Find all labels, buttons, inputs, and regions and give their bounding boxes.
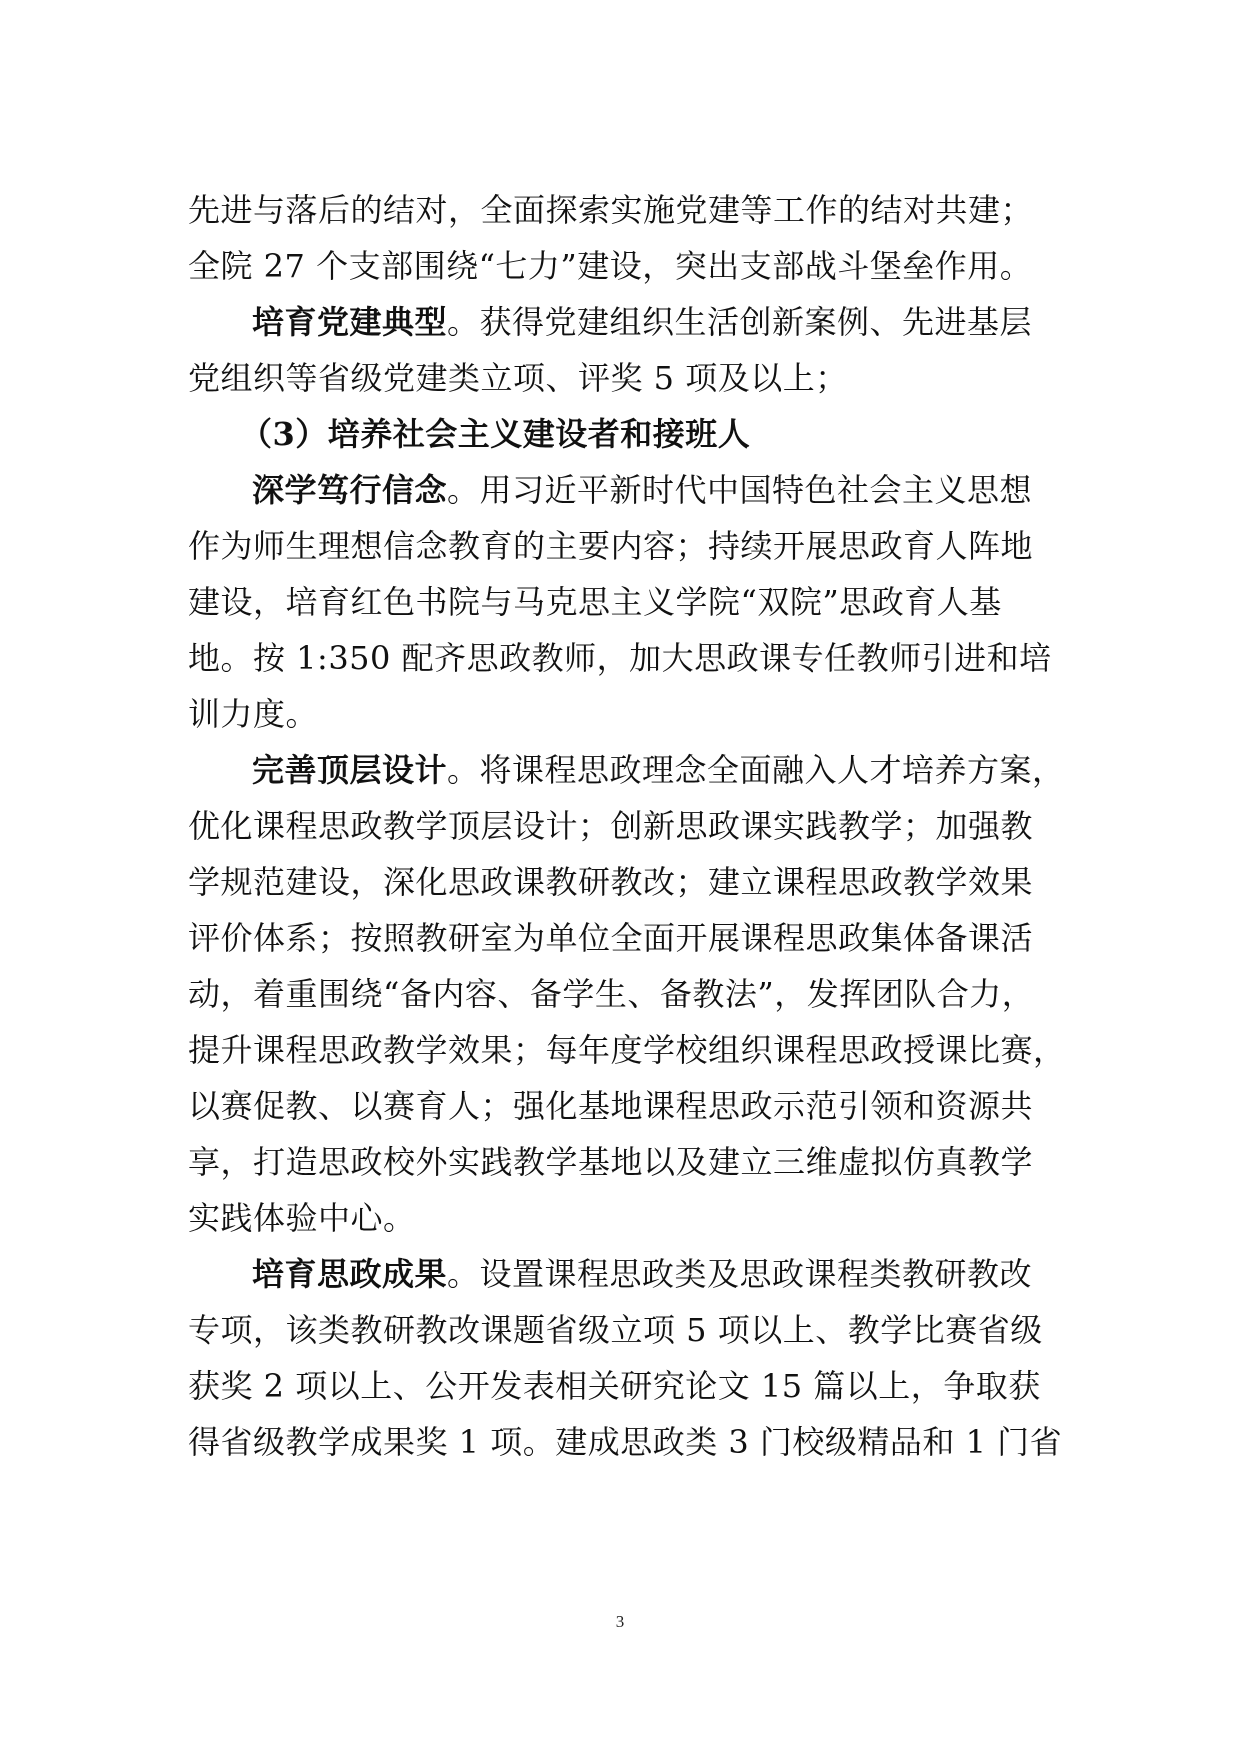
text-line xyxy=(188,294,1058,350)
paragraph-ideological-achievements xyxy=(188,1246,1063,1470)
text-line: 建设，培育红色书院与马克思主义学院“双院”思政育人基 xyxy=(188,583,1002,621)
paragraph-deep-belief xyxy=(188,462,1058,742)
paragraph-text: 。将课程思政理念全面融入人才培养方案， xyxy=(447,751,1065,789)
text-line: 实践体验中心。 xyxy=(188,1199,416,1237)
paragraph-lead: 培育党建典型 xyxy=(252,303,448,341)
text-line: 动，着重围绕“备内容、备学生、备教法”，发挥团队合力， xyxy=(188,975,1035,1013)
paragraph-lead: 培育思政成果 xyxy=(252,1255,448,1293)
paragraph-text: 。设置课程思政类及思政课程类教研教改 xyxy=(447,1255,1033,1293)
paragraph-text: 。用习近平新时代中国特色社会主义思想 xyxy=(447,471,1033,509)
text-line xyxy=(188,462,1058,518)
document-body xyxy=(188,182,1066,1470)
text-line: 训力度。 xyxy=(188,695,319,733)
text-line: 作为师生理想信念教育的主要内容；持续开展思政育人阵地 xyxy=(188,527,1034,565)
text-line: 得省级教学成果奖 1 项。建成思政类 3 门校级精品和 1 门省 xyxy=(188,1423,1063,1461)
paragraph-text: 。获得党建组织生活创新案例、先进基层 xyxy=(447,303,1033,341)
text-line: 以赛促教、以赛育人；强化基地课程思政示范引领和资源共 xyxy=(188,1087,1034,1125)
text-line: 学规范建设，深化思政课教研教改；建立课程思政教学效果 xyxy=(188,863,1034,901)
text-line: 专项，该类教研教改课题省级立项 5 项以上、教学比赛省级 xyxy=(188,1311,1043,1349)
text-line: 优化课程思政教学顶层设计；创新思政课实践教学；加强教 xyxy=(188,807,1034,845)
paragraph-party-pairing xyxy=(188,182,1058,294)
section-heading: （3）培养社会主义建设者和接班人 xyxy=(240,415,751,453)
page-number: 3 xyxy=(615,1612,625,1631)
paragraph-lead: 完善顶层设计 xyxy=(252,751,448,789)
paragraph-party-building-models xyxy=(188,294,1058,406)
text-line xyxy=(188,1246,1058,1302)
paragraph-lead: 深学笃行信念 xyxy=(252,471,448,509)
text-line: 获奖 2 项以上、公开发表相关研究论文 15 篇以上，争取获 xyxy=(188,1367,1041,1405)
text-line: 党组织等省级党建类立项、评奖 5 项及以上； xyxy=(188,359,848,397)
text-line xyxy=(188,742,1065,798)
text-line: 享，打造思政校外实践教学基地以及建立三维虚拟仿真教学 xyxy=(188,1143,1034,1181)
text-line: 先进与落后的结对，全面探索实施党建等工作的结对共建； xyxy=(188,191,1034,229)
text-line: 全院 27 个支部围绕“七力”建设，突出支部战斗堡垒作用。 xyxy=(188,247,1033,285)
text-line: 提升课程思政教学效果；每年度学校组织课程思政授课比赛， xyxy=(188,1031,1066,1069)
text-line: 地。按 1:350 配齐思政教师，加大思政课专任教师引进和培 xyxy=(188,639,1052,677)
text-line: 评价体系；按照教研室为单位全面开展课程思政集体备课活 xyxy=(188,919,1034,957)
paragraph-top-level-design xyxy=(188,742,1066,1246)
